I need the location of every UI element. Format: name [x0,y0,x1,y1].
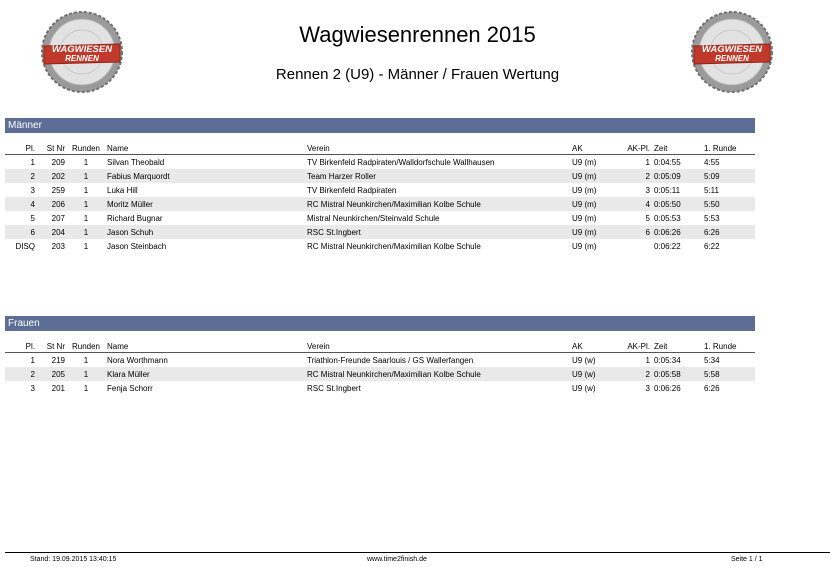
cell-runden: 1 [83,185,89,195]
logo-text-line2: RENNEN [715,54,749,63]
table-row [5,225,755,239]
page-title: Wagwiesenrennen 2015 [299,22,536,47]
cell-zeit: 0:05:09 [652,169,702,183]
col-header-name: Name [105,142,305,155]
cell-verein: RC Mistral Neunkirchen/Maximilian Kolbe Schule [307,241,481,251]
col-header-akpl: AK-Pl. [612,340,652,353]
cell-pl: 3 [30,185,35,195]
col-header-stnr: St Nr [37,142,67,155]
footer-divider [5,552,830,553]
cell-zeit: 0:06:22 [654,241,681,251]
col-header-zeit: Zeit [652,340,702,353]
cell-akpl [612,239,652,253]
footer-timestamp: Stand: 19.09.2015 13:40:15 [30,556,117,563]
col-header-pl: Pl. [5,142,37,155]
col-header-runden: Runden [67,142,105,155]
cell-stnr: 209 [51,157,65,167]
col-header-ak: AK [570,340,612,353]
table-row [5,155,755,170]
col-header-pl: Pl. [5,340,37,353]
cell-akpl: 3 [645,185,650,195]
cell-akpl: 5 [645,213,650,223]
cell-ak: U9 (m) [572,241,597,251]
cell-zeit: 0:05:58 [652,367,702,381]
cell-runden: 1 [67,367,105,381]
table-header-row [5,340,755,353]
table-row [5,239,755,253]
cell-ak: U9 (w) [572,383,596,393]
cell-name: Fenja Schorr [107,383,153,393]
cell-pl: 4 [5,197,37,211]
cell-zeit: 0:06:26 [652,225,702,239]
cell-zeit: 0:05:53 [654,213,681,223]
cell-pl: 2 [5,367,37,381]
table-row [5,197,755,211]
cell-name: Nora Worthmann [107,355,168,365]
footer-page-number: Seite 1 / 1 [731,556,763,563]
cell-runden: 1 [67,169,105,183]
table-header-row [5,142,755,155]
cell-akpl: 6 [612,225,652,239]
section-header-frauen: Frauen [5,316,755,331]
page-subtitle: Rennen 2 (U9) - Männer / Frauen Wertung [275,66,560,83]
cell-pl: 6 [5,225,37,239]
cell-runde1: 5:09 [702,169,755,183]
col-header-verein: Verein [305,340,570,353]
cell-stnr: 206 [37,197,67,211]
cell-verein: RSC St.Ingbert [307,383,361,393]
cell-verein: RSC St.Ingbert [305,225,570,239]
cell-runden: 1 [83,383,89,393]
cell-runde1: 6:26 [704,383,720,393]
cell-akpl: 1 [645,355,650,365]
cell-ak: U9 (m) [570,169,612,183]
table-row [5,169,755,183]
table-row [5,211,755,225]
cell-stnr: 203 [51,241,65,251]
cell-zeit: 0:05:34 [654,355,681,365]
cell-zeit: 0:04:55 [654,157,681,167]
cell-verein: Triathlon-Freunde Saarlouis / GS Wallerfangen [307,355,474,365]
cell-zeit: 0:05:11 [654,185,681,195]
cell-ak: U9 (m) [572,213,597,223]
cell-runde1: 5:11 [704,185,719,195]
cell-pl: 5 [30,213,35,223]
footer-website: www.time2finish.de [367,556,427,563]
cell-pl: DISQ [15,241,35,251]
cell-akpl: 4 [612,197,652,211]
cell-runden: 1 [83,355,89,365]
cell-stnr: 207 [51,213,65,223]
cell-runde1: 5:50 [702,197,755,211]
cell-verein: RC Mistral Neunkirchen/Maximilian Kolbe Schule [305,367,570,381]
cell-stnr: 259 [51,185,65,195]
cell-pl: 3 [30,383,35,393]
results-table-frauen [5,340,755,395]
cell-ak: U9 (m) [570,197,612,211]
col-header-runde1: 1. Runde [702,142,755,155]
table-body [5,155,755,254]
cell-name: Silvan Theobald [107,157,165,167]
cell-pl: 1 [30,157,35,167]
cell-verein: Team Harzer Roller [305,169,570,183]
cell-zeit: 0:06:26 [654,383,681,393]
cell-akpl: 2 [612,169,652,183]
cell-name: Luka Hill [107,185,138,195]
cell-verein: Mistral Neunkirchen/Steinvald Schule [307,213,440,223]
cell-pl: 2 [5,169,37,183]
section-header-maenner: Männer [5,118,755,133]
table-row [5,381,755,395]
cell-ak: U9 (m) [572,157,597,167]
col-header-stnr: St Nr [37,340,67,353]
cell-runden: 1 [67,197,105,211]
cell-zeit: 0:05:50 [652,197,702,211]
col-header-akpl: AK-Pl. [612,142,652,155]
col-header-verein: Verein [305,142,570,155]
logo-text-line1: WAGWIESEN [51,44,113,55]
cell-akpl: 1 [645,157,650,167]
cell-runden: 1 [83,157,89,167]
cell-ak: U9 (w) [570,367,612,381]
cell-ak: U9 (m) [572,185,597,195]
col-header-ak: AK [570,142,612,155]
cell-stnr: 201 [51,383,65,393]
col-header-runden: Runden [67,340,105,353]
results-table-maenner [5,142,755,253]
table-row [5,183,755,197]
cell-runde1: 4:55 [704,157,720,167]
cell-runde1: 5:34 [704,355,720,365]
cell-stnr: 204 [37,225,67,239]
col-header-zeit: Zeit [652,142,702,155]
logo-text-line1: WAGWIESEN [701,44,763,55]
cell-name: Moritz Müller [105,197,305,211]
cell-verein: TV Birkenfeld Radpiraten [307,185,397,195]
cell-runde1: 5:58 [702,367,755,381]
cell-runden: 1 [67,225,105,239]
cell-name: Jason Steinbach [107,241,167,251]
cell-akpl: 2 [612,367,652,381]
cell-stnr: 205 [37,367,67,381]
cell-stnr: 219 [51,355,65,365]
cell-verein: RC Mistral Neunkirchen/Maximilian Kolbe Schule [305,197,570,211]
cell-ak: U9 (w) [572,355,596,365]
cell-runden: 1 [83,213,89,223]
cell-runde1: 6:26 [702,225,755,239]
cell-ak: U9 (m) [570,225,612,239]
cell-stnr: 202 [37,169,67,183]
cell-runden: 1 [83,241,89,251]
table-row [5,367,755,381]
cell-runde1: 6:22 [704,241,720,251]
cell-name: Jason Schuh [105,225,305,239]
cell-name: Fabius Marquordt [105,169,305,183]
cell-verein: TV Birkenfeld Radpiraten/Walldorfschule Wallhausen [307,157,495,167]
table-body [5,353,755,396]
cell-name: Klara Müller [105,367,305,381]
cell-akpl: 3 [645,383,650,393]
cell-pl: 1 [30,355,35,365]
col-header-runde1: 1. Runde [702,340,755,353]
table-row [5,353,755,368]
cell-name: Richard Bugnar [107,213,163,223]
col-header-name: Name [105,340,305,353]
logo-text-line2: RENNEN [65,54,99,63]
cell-runde1: 5:53 [704,213,720,223]
